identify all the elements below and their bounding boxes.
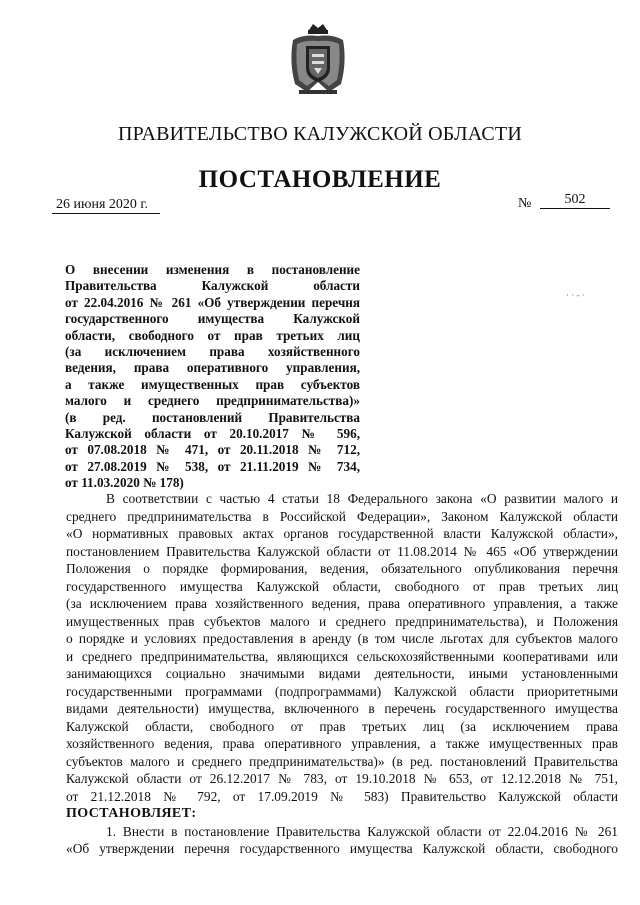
subject-line: О внесении изменения в постановление xyxy=(65,262,360,277)
subject-line: от 11.03.2020 № 178) xyxy=(65,475,184,491)
body-line: государственными программами (подпрограммами) Калужской области приоритетными xyxy=(66,683,618,699)
body-line: Положения о порядке формирования, ведения, обязательного опубликования перечня xyxy=(66,561,618,576)
body-line: «Об утверждении перечня государственного имущества Калужской области, свободного xyxy=(66,841,618,856)
body-line: Калужской области, свободного от прав третьих лиц (за исключением права xyxy=(66,718,618,734)
body-line: государственного имущества Калужской области, свободного от прав третьих лиц xyxy=(66,578,618,594)
subject-line: от 07.08.2018 № 471, от 20.11.2018 № 712, xyxy=(65,442,360,458)
body-line: 1. Внести в постановление Правительства Калужской области от 22.04.2016 № 261 xyxy=(106,823,618,839)
subject-line: от 27.08.2019 № 538, от 21.11.2019 № 734, xyxy=(65,458,360,474)
body-line: и среднего предпринимательства, являющихся сельскохозяйственными кооперативами или xyxy=(66,648,618,664)
subject-line: а также имущественных прав субъектов xyxy=(65,376,360,392)
body-line: постановлением Правительства Калужской области от 11.08.2014 № 465 «Об утверждении xyxy=(66,543,618,559)
body-line: видами деятельности) имущества, включенного в перечень государственного имущества xyxy=(66,701,618,716)
decree-number: 502 xyxy=(540,192,610,209)
subject-line: государственного имущества Калужской xyxy=(65,311,360,327)
coat-of-arms-emblem xyxy=(287,22,349,96)
subject-line: (за исключением права хозяйственного xyxy=(65,344,360,360)
body-line: хозяйственного ведения, права оперативного управления, а также имущественных прав xyxy=(66,736,618,751)
body-line: Калужской области от 26.12.2017 № 783, от 19.10.2018 № 653, от 12.12.2018 № 751, xyxy=(66,771,618,786)
government-title: ПРАВИТЕЛЬСТВО КАЛУЖСКОЙ ОБЛАСТИ xyxy=(118,123,522,145)
number-label: № xyxy=(518,196,532,211)
subject-line: от 22.04.2016 № 261 «Об утверждении перечня xyxy=(65,294,360,310)
body-line: субъектов малого и среднего предпринимательства)» (в ред. постановлений Правительства xyxy=(66,753,618,769)
subject-line: Правительства Калужской области xyxy=(65,278,360,294)
body-line: занимающихся социально значимыми видами деятельности, иными установленными xyxy=(66,666,618,681)
subject-line: области, свободного от прав третьих лиц xyxy=(65,327,360,343)
body-line: о порядке и условиях предоставления в аренду (в том числе льготах для субъектов малого xyxy=(66,631,618,646)
body-line: (за исключением права хозяйственного ведения, права оперативного управления, а также xyxy=(66,596,618,611)
subject-line: ведения, права оперативного управления, xyxy=(65,360,360,376)
body-line: среднего предпринимательства в Российской Федерации», Законом Калужской области xyxy=(66,508,618,524)
margin-marks: · · ‐ · xyxy=(566,290,585,300)
decree-body xyxy=(66,490,618,858)
body-line: от 21.12.2018 № 792, от 17.09.2019 № 583) Правительство Калужской области xyxy=(66,788,618,804)
body-line: В соответствии с частью 4 статьи 18 Федерального закона «О развитии малого и xyxy=(106,491,618,506)
body-line: «О нормативных правовых актах органов государственной власти Калужской области», xyxy=(66,526,618,541)
subject-line: Калужской области от 20.10.2017 № 596, xyxy=(65,426,360,442)
decree-subject xyxy=(65,262,360,492)
subject-line: малого и среднего предпринимательства)» xyxy=(65,393,360,409)
body-line: имущественных прав субъектов малого и среднего предпринимательства), и Положения xyxy=(66,613,618,629)
subject-line: (в ред. постановлений Правительства xyxy=(65,409,360,425)
resolution-keyword: ПОСТАНОВЛЯЕТ: xyxy=(66,806,197,821)
decree-date: 26 июня 2020 г. xyxy=(52,197,160,214)
document-type-title: ПОСТАНОВЛЕНИЕ xyxy=(198,166,442,193)
